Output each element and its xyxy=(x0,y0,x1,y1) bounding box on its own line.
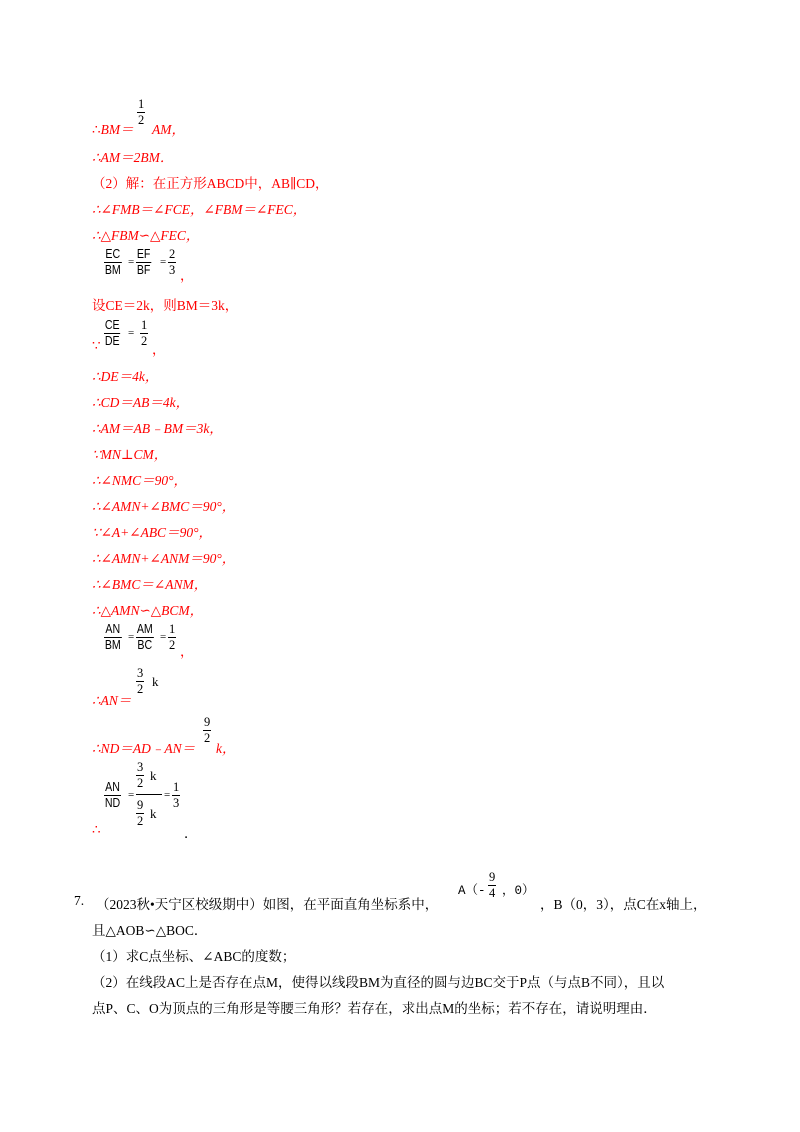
solution-line-5: ∴△FBM∽△FEC， xyxy=(92,228,200,243)
therefore-symbol: ∴ xyxy=(92,822,101,837)
solution-line-13: ∴∠NMC＝90°， xyxy=(92,473,188,488)
coord-prefix: A（- xyxy=(458,884,486,898)
fraction: $\frac{1}{2}$ xyxy=(138,97,145,127)
fraction: $\frac{AM}{BC}$ xyxy=(136,622,153,652)
k-variable: k xyxy=(152,674,159,689)
fraction-bar xyxy=(136,794,162,795)
solution-line-4: ∴∠FMB＝∠FCE，∠FBM＝∠FEC， xyxy=(92,202,307,217)
solution-line-14: ∴∠AMN+∠BMC＝90°， xyxy=(92,499,236,514)
solution-line-1: ∴BM＝ xyxy=(92,122,134,137)
fraction: $\frac{CE}{DE}$ xyxy=(104,318,120,348)
because-symbol: ∵ xyxy=(92,338,101,353)
fraction: $\frac{9}{2}$ xyxy=(137,798,144,828)
question-line-2: 且△AOB∽△BOC． xyxy=(92,923,208,938)
solution-line-7: 设CE＝2k，则BM＝3k， xyxy=(92,298,239,313)
fraction: $\frac{1}{2}$ xyxy=(169,622,176,652)
question-part-2a: （2）在线段AC上是否存在点M，使得以线段BM为直径的圆与边BC交于P点（与点B不同），且以 xyxy=(92,975,665,990)
question-part-1: （1）求C点坐标、∠ABC的度数； xyxy=(92,949,296,964)
solution-line-22-tail: ． xyxy=(184,826,198,841)
equals-sign: = xyxy=(128,789,135,801)
compound-fraction xyxy=(136,760,162,830)
solution-line-9: ∴DE＝4k， xyxy=(92,369,159,384)
solution-line-2: ∴AM＝2BM． xyxy=(92,150,174,165)
solution-line-11: ∴AM＝AB﹣BM＝3k， xyxy=(92,421,223,436)
solution-line-21-tail: k， xyxy=(216,741,236,756)
fraction: $\frac{2}{3}$ xyxy=(169,247,176,277)
solution-line-19-tail: ， xyxy=(180,644,194,659)
fraction: $\frac{9}{2}$ xyxy=(204,715,211,745)
solution-line-20: ∴AN＝ xyxy=(92,693,132,708)
k-variable: k xyxy=(150,768,157,783)
fraction: $\frac{3}{2}$ xyxy=(137,760,144,790)
fraction: $\frac{1}{3}$ xyxy=(173,780,180,810)
question-number: 7. xyxy=(74,893,85,908)
equals-sign: = xyxy=(128,327,135,339)
coord-suffix: ，0） xyxy=(502,884,535,898)
fraction: $\frac{EF}{BF}$ xyxy=(136,247,151,277)
fraction: $\frac{3}{2}$ xyxy=(137,666,144,696)
fraction: $\frac{EC}{BM}$ xyxy=(104,247,121,277)
fraction: $\frac{AN}{ND}$ xyxy=(104,780,121,810)
fraction: $\frac{AN}{BM}$ xyxy=(104,622,121,652)
k-variable: k xyxy=(150,806,157,821)
equals-sign: = xyxy=(160,256,167,268)
solution-line-21: ∴ND＝AD﹣AN＝ xyxy=(92,741,196,756)
solution-line-15: ∵∠A+∠ABC＝90°， xyxy=(92,525,212,540)
question-line-1b: ，B（0，3），点C在x轴上， xyxy=(540,897,707,912)
equals-sign: = xyxy=(128,631,135,643)
solution-line-8-tail: ， xyxy=(152,342,166,357)
solution-line-1-tail: AM， xyxy=(152,122,185,137)
solution-line-17: ∴∠BMC＝∠ANM， xyxy=(92,577,208,592)
solution-line-12: ∵MN⊥CM， xyxy=(92,447,168,462)
equals-sign: = xyxy=(164,789,171,801)
solution-line-6-tail: ， xyxy=(180,268,194,283)
solution-line-10: ∴CD＝AB＝4k， xyxy=(92,395,190,410)
equals-sign: = xyxy=(128,256,135,268)
solution-line-18: ∴△AMN∽△BCM， xyxy=(92,603,204,618)
equals-sign: = xyxy=(160,631,167,643)
question-part-2b: 点P、C、O为顶点的三角形是等腰三角形？若存在，求出点M的坐标；若不存在，请说明理由． xyxy=(92,1001,657,1016)
solution-line-16: ∴∠AMN+∠ANM＝90°， xyxy=(92,551,236,566)
fraction: $\frac{9}{4}$ xyxy=(489,870,496,900)
question-line-1a: （2023秋•天宁区校级期中）如图，在平面直角坐标系中， xyxy=(96,897,439,912)
solution-line-3: （2）解：在正方形ABCD中，AB∥CD， xyxy=(92,176,329,191)
fraction: $\frac{1}{2}$ xyxy=(141,318,148,348)
